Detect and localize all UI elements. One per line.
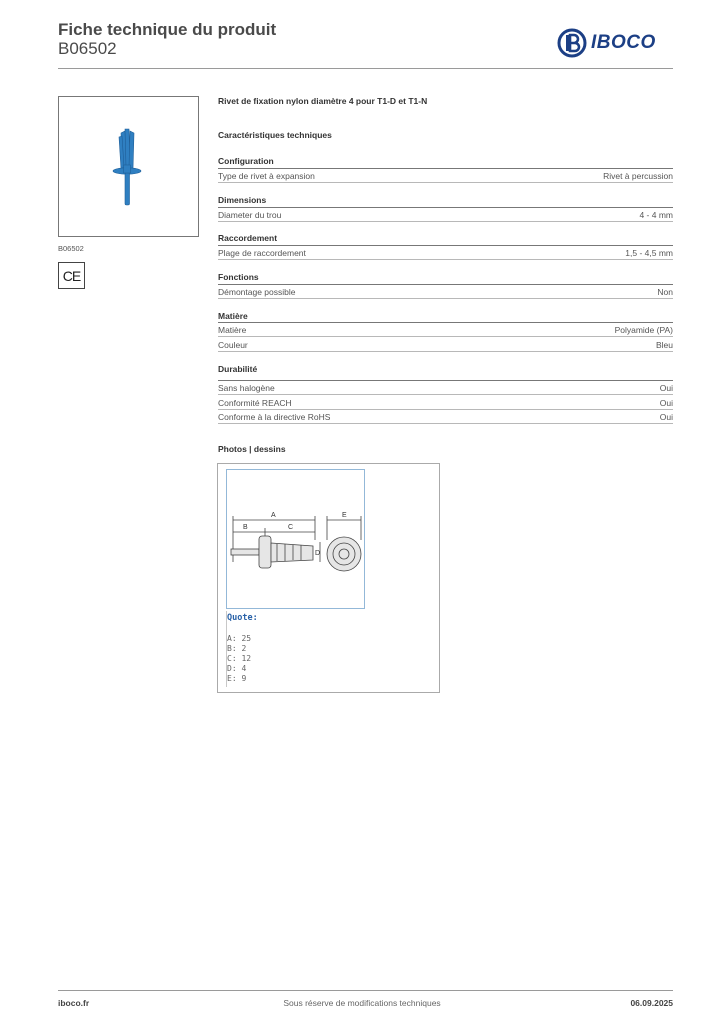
quote-line: E: 9: [227, 674, 247, 683]
spec-row: [218, 208, 673, 222]
product-name: Rivet de fixation nylon diamètre 4 pour T1-D et T1-N: [218, 96, 428, 106]
spec-value: 1,5 - 4,5 mm: [625, 247, 673, 258]
spec-value: Oui: [659, 382, 673, 393]
quote-line: D: 4: [227, 664, 247, 673]
spec-value: Polyamide (PA): [614, 324, 673, 335]
quote-title: Quote:: [227, 613, 258, 623]
footer-date: 06.09.2025: [630, 998, 673, 1008]
spec-value: Non: [657, 286, 673, 297]
dimension-label-d: D: [315, 550, 321, 557]
spec-label: Conformité REACH: [218, 397, 292, 408]
photos-heading: Photos | dessins: [218, 444, 286, 454]
product-code-heading: B06502: [58, 39, 117, 58]
spec-label: Couleur: [218, 339, 248, 350]
ce-mark-icon: CE: [58, 262, 85, 289]
quote-line: B: 2: [227, 644, 247, 653]
spec-label: Conforme à la directive RoHS: [218, 411, 331, 422]
dimension-label-c: C: [288, 524, 294, 531]
iboco-logo-mark-icon: [557, 28, 587, 58]
spec-row: [218, 246, 673, 260]
spec-label: Démontage possible: [218, 286, 296, 297]
spec-group-title-durabilite: Durabilité: [218, 364, 258, 374]
rivet-illustration: [59, 97, 198, 236]
footer-divider: [58, 990, 673, 991]
specs-heading: Caractéristiques techniques: [218, 130, 332, 140]
spec-label: Type de rivet à expansion: [218, 170, 315, 181]
product-image: [58, 96, 199, 237]
page-title: Fiche technique du produit: [58, 20, 277, 39]
spec-label: Sans halogène: [218, 382, 275, 393]
spec-value: Bleu: [655, 339, 673, 350]
spec-group-title-matiere: Matière: [218, 311, 248, 321]
spec-label: Diameter du trou: [218, 209, 282, 220]
quote-line: C: 12: [227, 654, 252, 663]
spec-row: [218, 323, 673, 337]
spec-value: 4 - 4 mm: [639, 209, 673, 220]
logo-text: IBOCO: [591, 32, 656, 53]
spec-label: Plage de raccordement: [218, 247, 306, 258]
spec-row: [218, 285, 673, 299]
iboco-logo: [557, 28, 675, 58]
footer-notice: Sous réserve de modifications techniques: [283, 998, 441, 1008]
spec-value: Rivet à percussion: [603, 170, 673, 181]
spec-row: [218, 338, 673, 352]
spec-group-title-fonctions: Fonctions: [218, 272, 259, 282]
spec-label: Matière: [218, 324, 247, 335]
dimension-label-a: A: [271, 512, 276, 519]
dimension-drawing: [227, 470, 364, 608]
footer-website: iboco.fr: [58, 998, 90, 1008]
spec-row: [218, 410, 673, 424]
spec-value: Oui: [659, 397, 673, 408]
dimension-label-e: E: [342, 512, 347, 519]
spec-row: [218, 381, 673, 395]
spec-group-title-configuration: Configuration: [218, 156, 274, 166]
spec-group-title-dimensions: Dimensions: [218, 195, 267, 205]
dimension-label-b: B: [243, 524, 248, 531]
spec-group-title-raccordement: Raccordement: [218, 233, 278, 243]
quote-line: A: 25: [227, 634, 252, 643]
product-image-caption: B06502: [58, 244, 84, 253]
spec-value: Oui: [659, 411, 673, 422]
technical-drawing: [226, 469, 365, 609]
header-divider: [58, 68, 673, 69]
spec-row: [218, 169, 673, 183]
spec-row: [218, 396, 673, 410]
